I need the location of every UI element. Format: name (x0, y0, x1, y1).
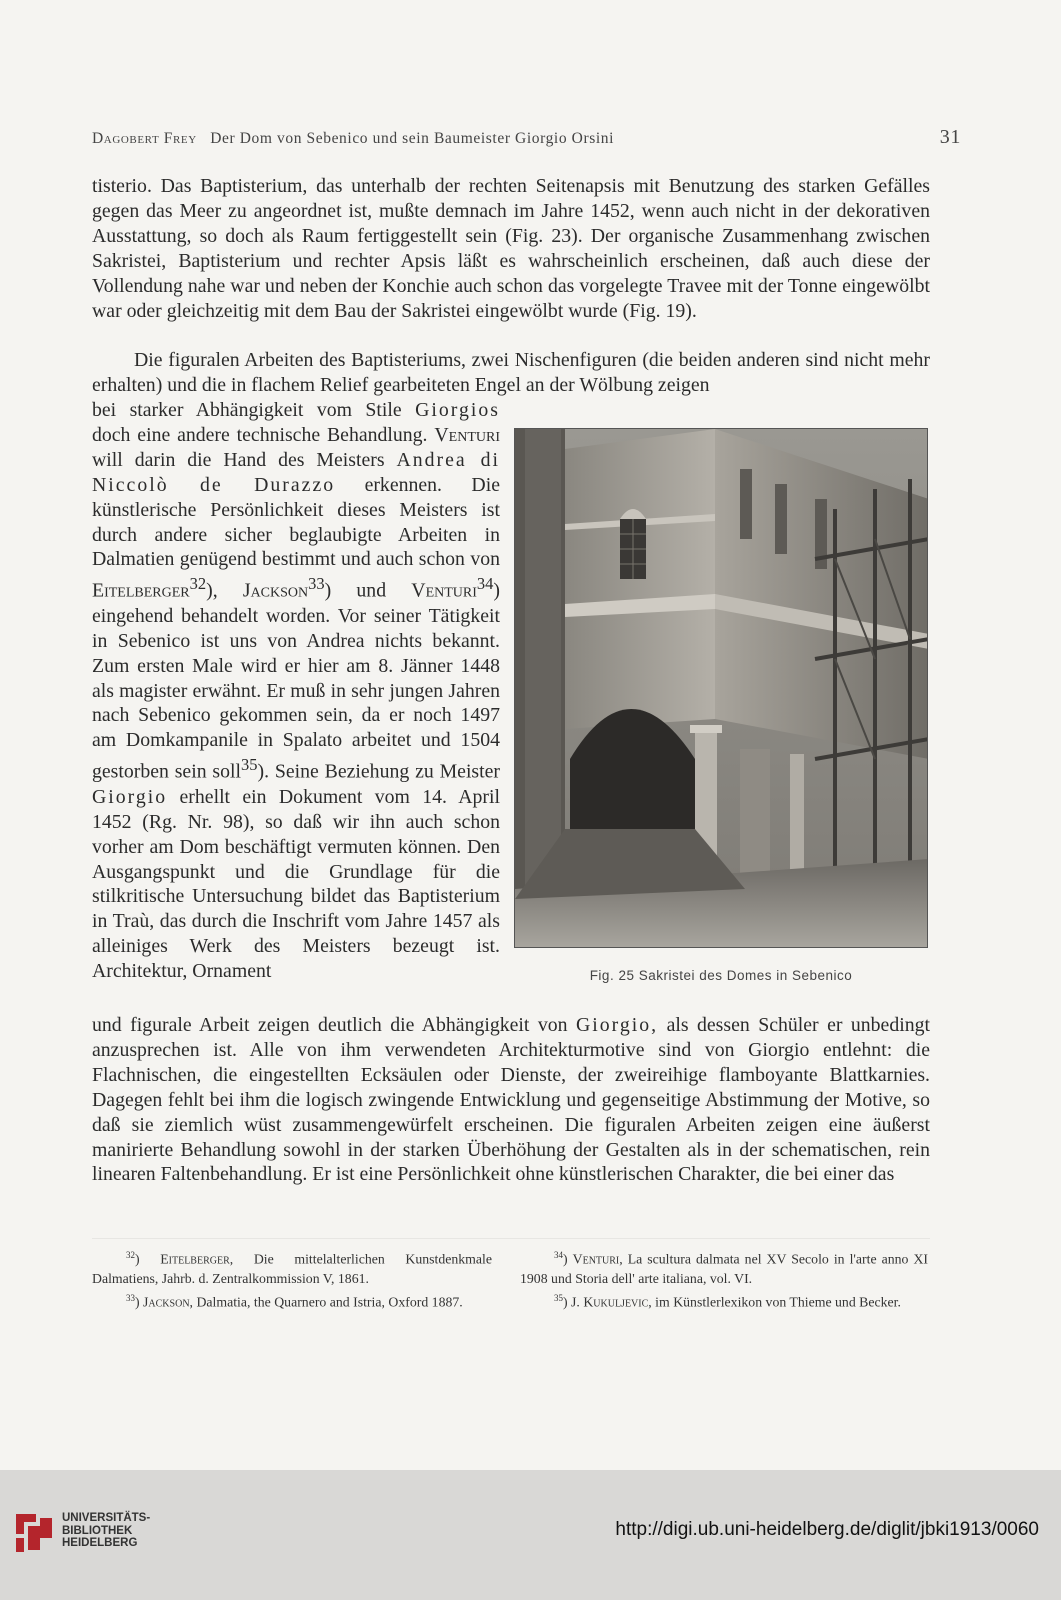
figure-caption: Fig. 25 Sakristei des Domes in Sebenico (589, 968, 853, 983)
footnote-34: $^{34}$) Venturi, La scultura dalmata nel XV Secolo in l'arte anno XI 1908 und Storia dell' arte italiana, vol. VI. (520, 1250, 928, 1287)
paragraph-2-column (92, 398, 500, 984)
footnote-number: 33 (126, 1292, 135, 1303)
text-span: ), (206, 579, 218, 602)
running-header (92, 126, 961, 148)
library-name[interactable] (62, 1512, 150, 1550)
footnote-ref-33[interactable]: 33 (308, 574, 325, 594)
paragraph-3 (92, 1013, 930, 1187)
paragraph-2-intro-text: Die figuralen Arbeiten des Baptisteriums, zwei Nischenfiguren (die beiden anderen sind nicht mehr erhalten) und die in flachem Relief gearbeiteten Engel an der Wölbung zeigen (92, 349, 930, 396)
name-eitelberger: Eitelberger (92, 579, 190, 602)
sacristy-photograph (514, 428, 928, 948)
footnote-35: $^{35}$) J. Kukuljevic, im Künstlerlexikon von Thieme und Becker. (554, 1292, 901, 1310)
text-span: ). Seine Beziehung zu Meister (257, 760, 500, 783)
paragraph-1 (92, 174, 930, 323)
figure-25 (514, 428, 928, 983)
text-span: ) eingehend behandelt worden. Vor seiner Tätigkeit in Sebenico ist uns von Andrea nichts bekannt. Zum ersten Male wird er hier am 8. Jänner 1448 als magister erwähnt. Er muß in sehr jungen Jahren nach Sebenico gekommen sein, da er noch 1497 am Domkampanile in Spalato arbeitet und 1504 gestorben sein soll (92, 579, 500, 783)
footnote-number: 34 (554, 1250, 563, 1260)
footnote-text: , im Künstlerlexikon von Thieme und Becker. (648, 1294, 901, 1310)
name-andrea: Andrea di Niccolò de Durazzo (92, 448, 501, 496)
library-name-line: BIBLIOTHEK (62, 1524, 133, 1537)
paragraph-1-text: tisterio. Das Baptisterium, das unterhalb der rechten Seitenapsis mit Benutzung des starken Gefälles gegen das Meer zu angeordnet ist, mußte demnach im Jahre 1452, wenn auch nicht in der dekorativen Ausstattung, so doch als Raum fertiggestellt sein (Fig. 23). Der organische Zusammenhang zwischen Sakristei, Baptisterium und rechter Apsis läßt es wahrscheinlich erscheinen, daß auch diese der Vollendung nahe war und neben der Konchie auch schon das vorgelegte Travee mit der Tonne eingewölbt war oder gleichzeitig mit dem Bau der Sakristei eingewölbt wurde (Fig. 19). (92, 175, 930, 322)
footnote-ref-32[interactable]: 32 (189, 574, 207, 594)
text-span: will darin die Hand des Meisters (92, 448, 385, 471)
permalink-url[interactable]: http://digi.ub.uni-heidelberg.de/diglit/jbki1913/0060 (615, 1519, 1039, 1540)
library-name-line: UNIVERSITÄTS- (62, 1512, 151, 1524)
footnote-33: $^{33}$) Jackson, Dalmatia, the Quarnero and Istria, Oxford 1887. (126, 1292, 463, 1310)
name-venturi: Venturi (411, 579, 477, 602)
footnote-text: , Die mittelalterlichen Kunstdenkmale Dalmatiens, Jahrb. d. Zentralkommission V, 1861. (92, 1251, 492, 1287)
sacristy-photo-illustration (515, 429, 928, 948)
name-jackson: Jackson (242, 579, 309, 602)
paragraph-2-intro (92, 348, 930, 398)
footnote-author: Venturi (572, 1251, 620, 1267)
footnote-text: , La scultura dalmata nel XV Secolo in l'arte anno XI 1908 und Storia dell' arte italiana, vol. VI. (520, 1251, 928, 1287)
text-span: als dessen Schüler er unbedingt anzusprechen ist. Alle von ihm verwendeten Architekturmotive sind von Giorgio entlehnt: die Flachnischen, die eingestellten Ecksäulen oder Dienste, der zweireihige flamboyante Blattkarnies. Dagegen fehlt bei ihm die logisch zwingende Entwicklung und gegenseitige Abstimmung der Motive, so daß sie ziemlich wüst zusammengewürfelt erscheinen. Die figuralen Arbeiten zeigen eine äußerst manirierte Behandlung sowohl in der starken Überhöhung der Gestalten als in der schematischen, rein linearen Faltenbehandlung. Er ist eine Persönlichkeit ohne künstlerischen Charakter, die bei einer das (92, 1014, 930, 1186)
footnote-number: 35 (554, 1292, 563, 1303)
text-span: und figurale Arbeit zeigen deutlich die Abhängigkeit von (92, 1014, 568, 1036)
footnote-author: Jackson (143, 1294, 190, 1310)
footnote-32: $^{32}$) Eitelberger, Die mittelalterlichen Kunstdenkmale Dalmatiens, Jahrb. d. Zentralkommission V, 1861. (92, 1250, 492, 1287)
footnote-ref-35[interactable]: 35 (241, 755, 258, 775)
name-giorgios: Giorgios (415, 399, 500, 421)
footnote-ref-34[interactable]: 34 (476, 574, 494, 594)
name-giorgio: Giorgio (92, 785, 168, 808)
text-span: ) und (324, 579, 387, 602)
text-span: bei starker Abhängigkeit vom Stile (92, 399, 402, 421)
library-name-line: HEIDELBERG (62, 1537, 138, 1549)
footnote-divider (92, 1238, 930, 1239)
library-logo-graphic (12, 1508, 56, 1556)
footnote-author: J. Kukuljevic (571, 1294, 649, 1310)
page-number: 31 (939, 126, 961, 148)
header-title: Der Dom von Sebenico und sein Baumeister Giorgio Orsini (210, 130, 615, 147)
text-span: erkennen. Die künstlerische Persönlichkeit dieses Meisters ist durch andere sicher beglaubigte Arbeiten in Dalmatien genügend bestimmt und auch schon von (92, 473, 500, 571)
footnotes-left-column (92, 1246, 492, 1312)
name-venturi: Venturi (434, 423, 500, 446)
footnote-text: , Dalmatia, the Quarnero and Istria, Oxford 1887. (189, 1294, 463, 1310)
text-span: doch eine andere technische Behandlung. (92, 423, 428, 446)
footnote-number: 32 (126, 1250, 135, 1260)
header-author: Dagobert Frey (92, 130, 197, 147)
name-giorgio: Giorgio, (576, 1014, 659, 1036)
text-span: erhellt ein Dokument vom 14. April 1452 (Rg. Nr. 98), so daß wir ihn auch schon vorher am Dom beschäftigt vermuten können. Den Ausgangspunkt und die Grundlage für die stilkritische Untersuchung bildet das Baptisterium in Traù, das durch die Inschrift vom Jahre 1457 als alleiniges Werk des Meisters bezeugt ist. Architektur, Ornament (92, 785, 500, 983)
footnote-author: Eitelberger (160, 1251, 230, 1267)
footnotes-right-column (520, 1246, 928, 1312)
library-logo-icon[interactable] (12, 1508, 56, 1560)
